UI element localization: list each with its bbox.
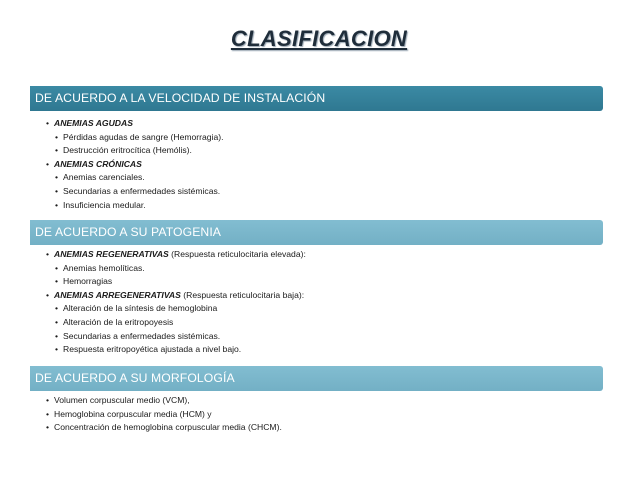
section-header-patogenia: DE ACUERDO A SU PATOGENIA: [30, 220, 603, 245]
list-item: [46, 117, 224, 131]
item-text: Destrucción eritrocítica (Hemólis).: [63, 145, 192, 156]
group-label: ANEMIAS REGENERATIVAS: [54, 249, 169, 259]
list-item: [46, 302, 306, 316]
list-item: [46, 394, 282, 408]
item-text: Respuesta eritropoyética ajustada a nivel bajo.: [63, 344, 242, 355]
item-text: Alteración de la eritropoyesis: [63, 316, 174, 327]
page-title: CLASIFICACION: [230, 26, 408, 51]
group-label: ANEMIAS AGUDAS: [54, 118, 133, 128]
list-item: [46, 171, 224, 185]
bullet-icon: •: [55, 262, 59, 273]
list-item: [46, 185, 224, 199]
list-item: [46, 421, 282, 435]
list-item: [46, 330, 306, 344]
bullet-icon: •: [55, 199, 59, 210]
list-item: [46, 316, 306, 330]
section-header-velocidad: DE ACUERDO A LA VELOCIDAD DE INSTALACIÓN: [30, 86, 603, 111]
bullet-icon: •: [55, 185, 59, 196]
bullet-icon: •: [55, 145, 59, 156]
bullet-icon: •: [55, 131, 59, 142]
bullet-icon: •: [55, 276, 59, 287]
group-note: (Respuesta reticulocitaria baja):: [180, 289, 305, 300]
item-text: Hemorragias: [63, 276, 113, 287]
group-note: (Respuesta reticulocitaria elevada):: [168, 249, 306, 259]
item-text: Pérdidas agudas de sangre (Hemorragia).: [63, 131, 224, 142]
bullet-icon: •: [46, 158, 50, 169]
section-list-patogenia: [46, 248, 306, 357]
list-item: [46, 343, 306, 357]
list-item: [46, 199, 224, 213]
section-list-velocidad: [46, 117, 224, 212]
list-item: [46, 262, 306, 276]
item-text: Secundarias a enfermedades sistémicas.: [63, 330, 221, 341]
bullet-icon: •: [46, 422, 50, 433]
item-text: Anemias carenciales.: [63, 172, 145, 183]
list-item: [46, 408, 282, 422]
bullet-icon: •: [46, 249, 50, 259]
group-label: ANEMIAS ARREGENERATIVAS: [54, 289, 181, 300]
bullet-icon: •: [55, 172, 59, 183]
section-list-morfologia: [46, 394, 282, 435]
item-text: Hemoglobina corpuscular media (HCM) y: [54, 408, 212, 419]
list-item: [46, 158, 224, 172]
item-text: Alteración de la síntesis de hemoglobina: [63, 303, 218, 314]
list-item: [46, 275, 306, 289]
item-text: Volumen corpuscular medio (VCM),: [54, 395, 190, 405]
item-text: Anemias hemolíticas.: [63, 262, 145, 273]
bullet-icon: •: [46, 408, 50, 419]
list-item: [46, 248, 306, 262]
bullet-icon: •: [55, 344, 59, 355]
section-header-morfologia: DE ACUERDO A SU MORFOLOGÍA: [30, 366, 603, 391]
bullet-icon: •: [46, 118, 50, 128]
list-item: [46, 144, 224, 158]
group-label: ANEMIAS CRÓNICAS: [54, 158, 142, 169]
bullet-icon: •: [46, 289, 50, 300]
item-text: Insuficiencia medular.: [63, 199, 146, 210]
item-text: Concentración de hemoglobina corpuscular media (CHCM).: [54, 422, 282, 433]
list-item: [46, 131, 224, 145]
bullet-icon: •: [55, 316, 59, 327]
list-item: [46, 289, 306, 303]
bullet-icon: •: [55, 330, 59, 341]
item-text: Secundarias a enfermedades sistémicas.: [63, 185, 221, 196]
bullet-icon: •: [55, 303, 59, 314]
bullet-icon: •: [46, 395, 50, 405]
